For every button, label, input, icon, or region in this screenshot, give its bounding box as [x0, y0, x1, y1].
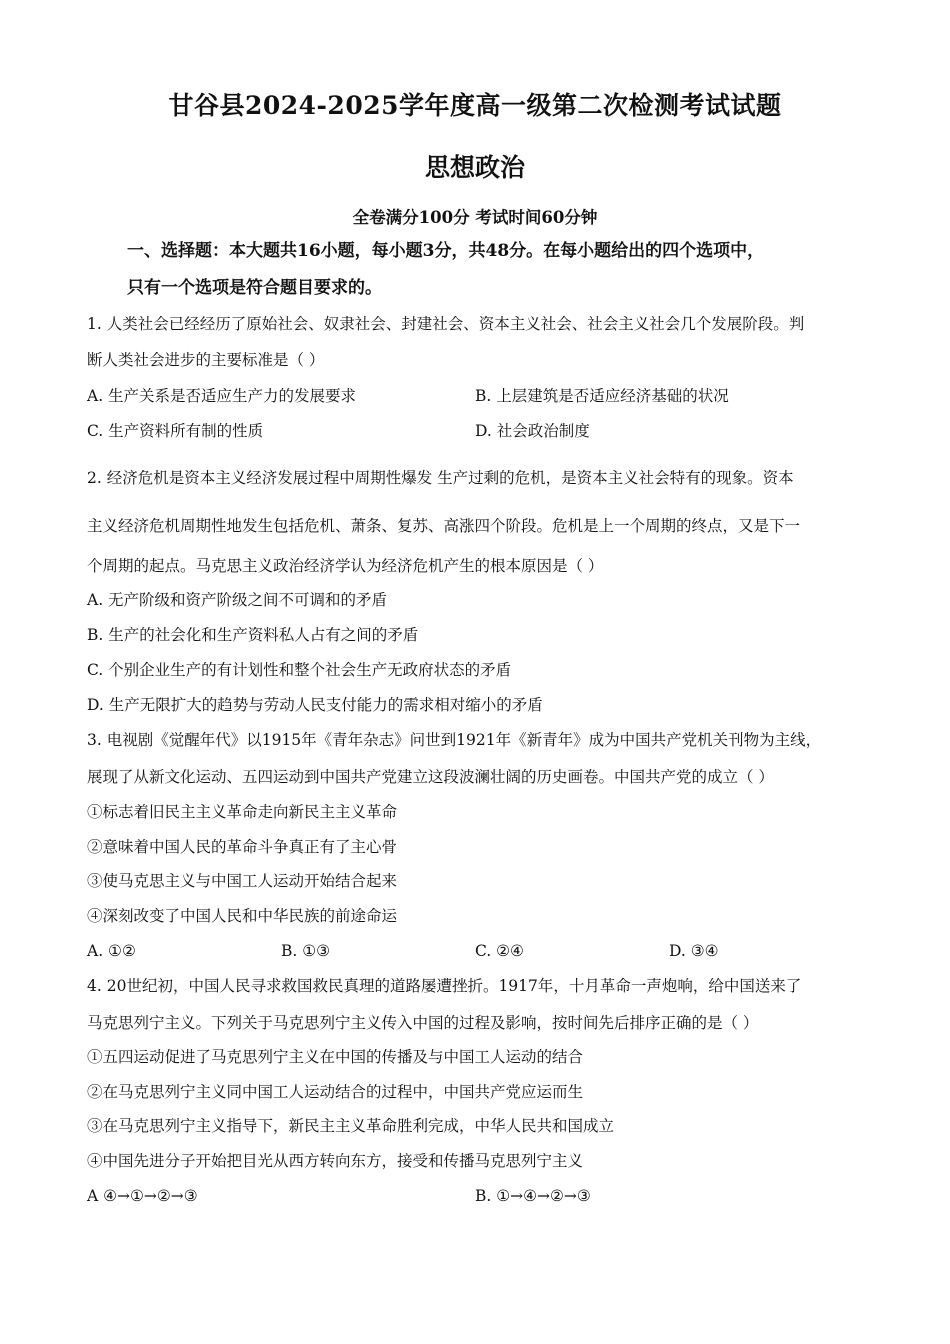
question-stem: 2. 经济危机是资本主义经济发展过程中周期性爆发 生产过剩的危机，是资本主义社会特有的现象。资本: [87, 469, 794, 487]
option: D. 生产无限扩大的趋势与劳动人民支付能力的需求相对缩小的矛盾: [87, 696, 543, 714]
option: C. 个别企业生产的有计划性和整个社会生产无政府状态的矛盾: [87, 661, 512, 679]
question-stem: 展现了从新文化运动、五四运动到中国共产党建立这段波澜壮阔的历史画卷。中国共产党的成立（ ）: [87, 768, 774, 786]
question-stem: 1. 人类社会已经经历了原始社会、奴隶社会、封建社会、资本主义社会、社会主义社会几个发展阶段。判: [87, 315, 805, 333]
subject-title: 思想政治: [424, 153, 525, 182]
question-stem: 3. 电视剧《觉醒年代》以1915年《青年杂志》问世到1921年《新青年》成为中国共产党机关刊物为主线，: [87, 731, 822, 749]
exam-title: 甘谷县2024-2025学年度高一级第二次检测考试试题: [168, 91, 782, 120]
question-stem: 主义经济危机周期性地发生包括危机、萧条、复苏、高涨四个阶段。危机是上一个周期的终点，又是下一: [87, 517, 801, 535]
option: A. 生产关系是否适应生产力的发展要求: [87, 387, 357, 405]
statement-item: ③使马克思主义与中国工人运动开始结合起来: [87, 872, 398, 890]
statement-item: ②意味着中国人民的革命斗争真正有了主心骨: [87, 838, 398, 856]
statement-item: ④中国先进分子开始把目光从西方转向东方，接受和传播马克思列宁主义: [87, 1152, 584, 1170]
option: C. 生产资料所有制的性质: [87, 422, 264, 440]
option: C. ②④: [475, 942, 524, 960]
statement-item: ④深刻改变了中国人民和中华民族的前途命运: [87, 907, 398, 925]
option: B. 上层建筑是否适应经济基础的状况: [475, 387, 729, 405]
option: B. ①③: [281, 942, 331, 960]
statement-item: ③在马克思列宁主义指导下，新民主主义革命胜利完成，中华人民共和国成立: [87, 1117, 615, 1135]
question-stem: 断人类社会进步的主要标准是（ ）: [87, 351, 325, 369]
statement-item: ②在马克思列宁主义同中国工人运动结合的过程中，中国共产党应运而生: [87, 1083, 584, 1101]
section-instruction-line1: 一、选择题：本大题共16小题，每小题3分，共48分。在每小题给出的四个选项中，: [127, 241, 765, 261]
section-instruction-line2: 只有一个选项是符合题目要求的。: [127, 278, 382, 298]
exam-info: 全卷满分100分 考试时间60分钟: [352, 208, 598, 227]
option: D. ③④: [669, 942, 719, 960]
option: A. 无产阶级和资产阶级之间不可调和的矛盾: [87, 591, 388, 609]
question-stem: 个周期的起点。马克思主义政治经济学认为经济危机产生的根本原因是（ ）: [87, 557, 604, 575]
statement-item: ①标志着旧民主主义革命走向新民主主义革命: [87, 803, 398, 821]
statement-item: ①五四运动促进了马克思列宁主义在中国的传播及与中国工人运动的结合: [87, 1048, 584, 1066]
question-stem: 马克思列宁主义。下列关于马克思列宁主义传入中国的过程及影响，按时间先后排序正确的是（ ）: [87, 1014, 759, 1032]
option: A. ①②: [87, 942, 136, 960]
option: B. ①→④→②→③: [475, 1187, 591, 1205]
question-stem: 4. 20世纪初，中国人民寻求救国救民真理的道路屡遭挫折。1917年，十月革命一声炮响，给中国送来了: [87, 977, 802, 995]
option: D. 社会政治制度: [475, 422, 590, 440]
option: A ④→①→②→③: [87, 1187, 198, 1205]
option: B. 生产的社会化和生产资料私人占有之间的矛盾: [87, 626, 419, 644]
